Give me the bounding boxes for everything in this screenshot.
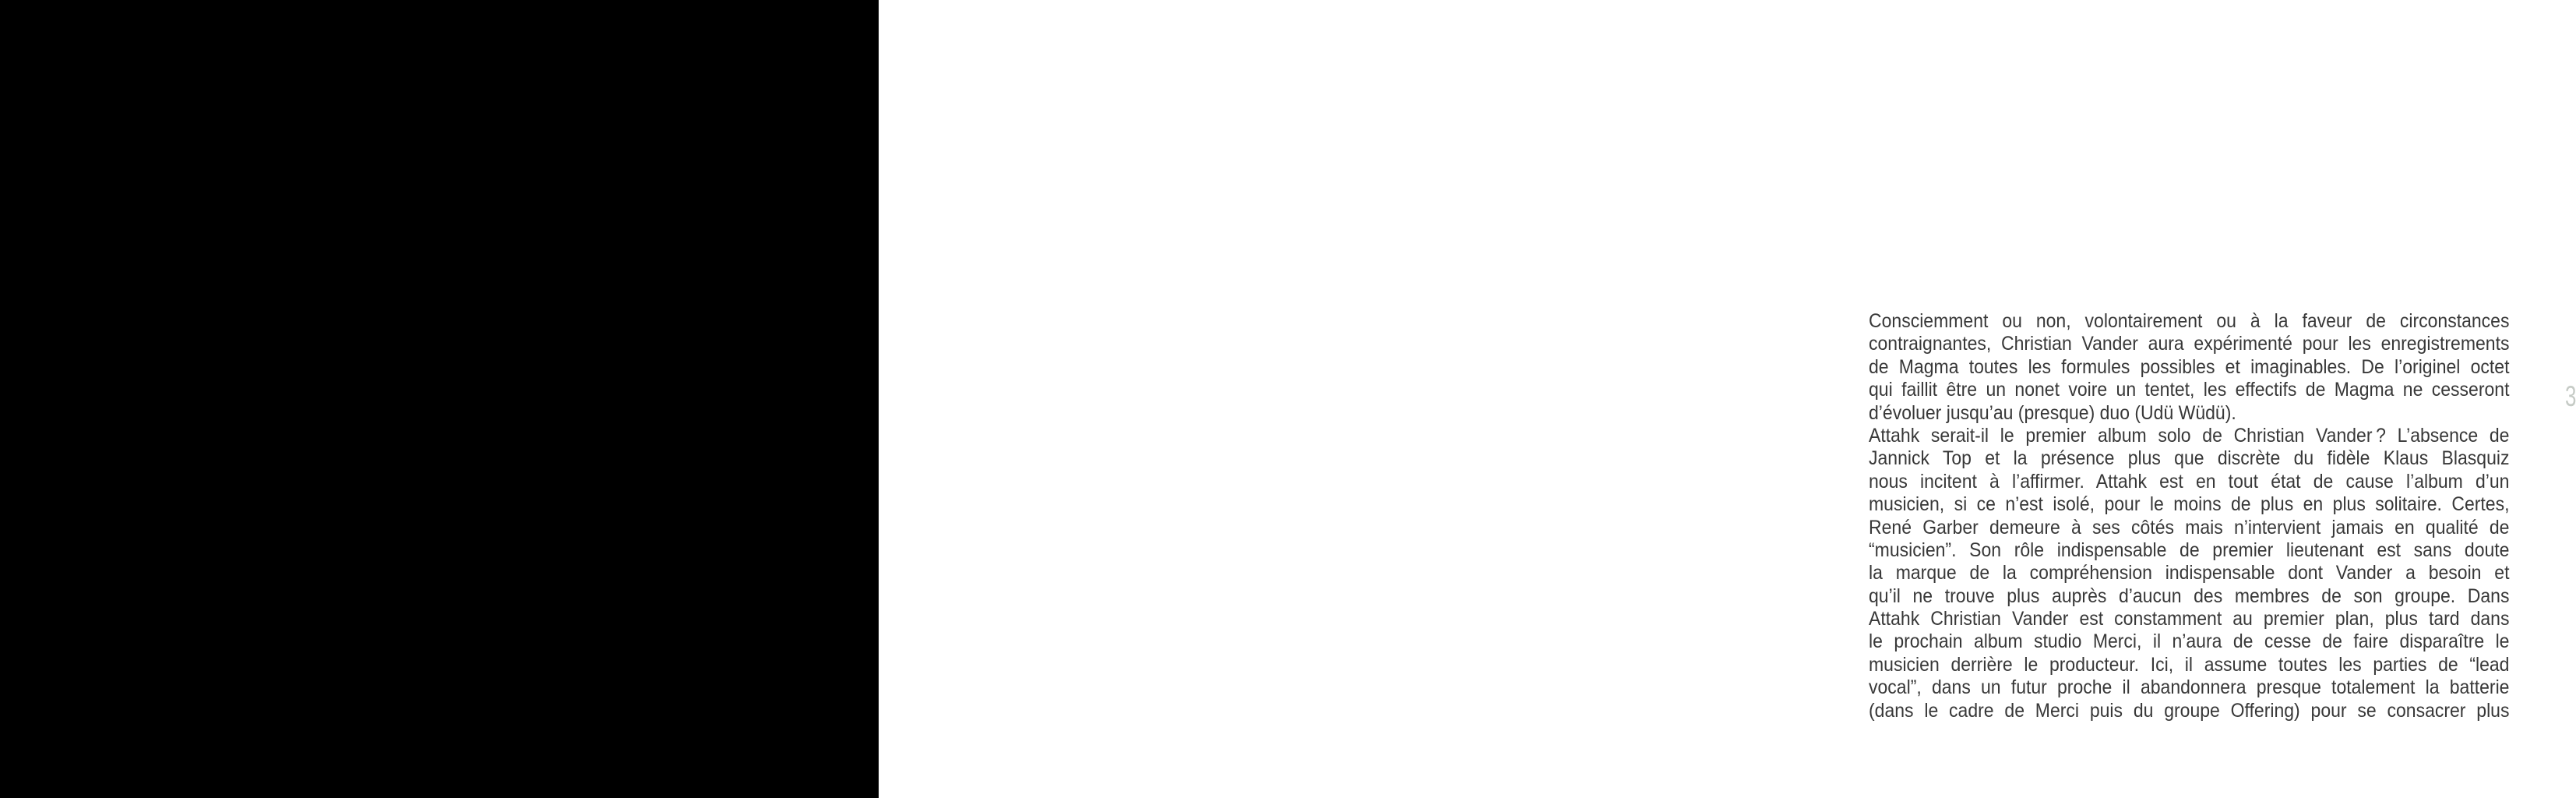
text-line: (dans le cadre de Merci puis du groupe Offering) pour se consacrer plus — [1869, 699, 2510, 722]
text-line: Attahk serait-il le premier album solo de Christian Vander ? L’absence de — [1869, 424, 2510, 447]
body-text — [1869, 310, 2509, 722]
text-line: qu’il ne trouve plus auprès d’aucun des membres de son groupe. Dans — [1869, 584, 2510, 607]
text-line: la marque de la compréhension indispensable dont Vander a besoin et — [1869, 562, 2510, 584]
text-line: contraignantes, Christian Vander aura expérimenté pour les enregistrements — [1869, 333, 2510, 355]
text-line: le prochain album studio Merci, il n’aura de cesse de faire disparaître le — [1869, 630, 2510, 653]
text-line: vocal”, dans un futur proche il abandonnera presque totalement la batterie — [1869, 676, 2510, 699]
text-line: Jannick Top et la présence plus que discrète du fidèle Klaus Blasquiz — [1869, 447, 2510, 470]
text-line: d’évoluer jusqu’au (presque) duo (Udü Wüdü). — [1869, 401, 2236, 424]
left-page-black-panel — [0, 0, 879, 798]
right-page — [879, 0, 2576, 798]
text-line: “musicien”. Son rôle indispensable de premier lieutenant est sans doute — [1869, 538, 2510, 561]
text-line: de Magma toutes les formules possibles et imaginables. De l’originel octet — [1869, 355, 2510, 378]
text-line: René Garber demeure à ses côtés mais n’intervient jamais en qualité de — [1869, 516, 2510, 538]
text-line: qui faillit être un nonet voire un tentet, les effectifs de Magma ne cesseront — [1869, 379, 2510, 401]
text-line: musicien derrière le producteur. Ici, il assume toutes les parties de “lead — [1869, 653, 2510, 676]
text-line: Attahk Christian Vander est constamment au premier plan, plus tard dans — [1869, 608, 2510, 630]
text-line: Consciemment ou non, volontairement ou à la faveur de circonstances — [1869, 310, 2510, 332]
text-line: nous incitent à l’affirmer. Attahk est en tout état de cause l’album d’un — [1869, 470, 2510, 493]
paragraph — [1869, 310, 2509, 425]
page-number: 3 — [2565, 380, 2576, 412]
text-line: musicien, si ce n’est isolé, pour le moins de plus en plus solitaire. Certes, — [1869, 493, 2510, 516]
paragraph — [1869, 425, 2509, 722]
